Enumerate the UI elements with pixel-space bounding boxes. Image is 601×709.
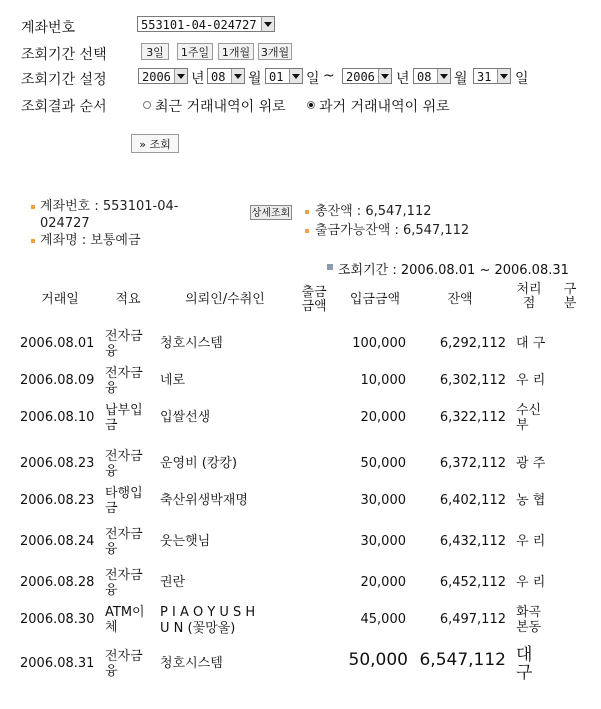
cell-balance: 6,432,112 <box>439 534 506 549</box>
cell-desc-line2: 융 <box>105 583 118 598</box>
cell-party: 네로 <box>160 373 186 388</box>
chevron-down-icon <box>378 69 391 83</box>
day-unit: 일 <box>515 71 529 87</box>
cell-desc-line2: 융 <box>105 381 118 396</box>
header-party: 의뢰인/수취인 <box>185 292 265 307</box>
account-number-line2: 024727 <box>40 216 90 231</box>
cell-deposit: 50,000 <box>360 456 406 471</box>
cell-branch: 대 구 <box>516 336 546 351</box>
period-select-label: 조회기간 선택 <box>21 47 107 63</box>
cell-party-line1: P I A O Y U S H <box>160 605 256 620</box>
header-date: 거래일 <box>41 292 79 307</box>
header-branch-2: 점 <box>522 296 536 311</box>
order-label: 조회결과 순서 <box>21 99 107 115</box>
cell-balance: 6,322,112 <box>439 410 506 425</box>
period-3month-button[interactable]: 3개월 <box>258 43 292 60</box>
account-label: 계좌번호 <box>21 20 76 36</box>
range-tilde: ~ <box>323 68 335 84</box>
header-withdraw-2: 금액 <box>301 299 327 314</box>
header-type-1: 구 <box>563 282 577 297</box>
total-balance: 총잔액 : 6,547,112 <box>315 204 432 219</box>
cell-date: 2006.08.23 <box>20 456 95 471</box>
cell-branch: 우 리 <box>516 373 546 388</box>
order-recent-radio[interactable] <box>143 101 151 109</box>
cell-desc-line2: 융 <box>105 344 118 359</box>
cell-deposit: 20,000 <box>360 575 406 590</box>
cell-branch-line1: 대 <box>516 645 533 665</box>
cell-branch: 광 주 <box>516 456 546 471</box>
order-past-radio[interactable] <box>307 101 315 109</box>
to-year-select[interactable] <box>342 68 392 84</box>
cell-branch: 우 리 <box>516 534 546 549</box>
cell-desc-line2: 금 <box>105 501 118 516</box>
cell-balance: 6,372,112 <box>439 456 506 471</box>
from-day-select[interactable] <box>265 68 303 84</box>
year-unit: 년 <box>396 71 410 87</box>
header-branch-1: 처리 <box>516 282 542 297</box>
period-range: 조회기간 : 2006.08.01 ~ 2006.08.31 <box>338 263 569 278</box>
cell-balance: 6,302,112 <box>439 373 506 388</box>
chevron-down-icon <box>497 69 510 83</box>
cell-deposit: 30,000 <box>360 493 406 508</box>
cell-desc-line1: ATM이 <box>105 605 145 620</box>
from-month-value: 08 <box>211 70 226 84</box>
month-unit: 월 <box>454 71 468 87</box>
cell-branch-line2: 본동 <box>516 620 542 635</box>
cell-deposit: 10,000 <box>360 373 406 388</box>
chevron-down-icon <box>174 69 187 83</box>
query-button[interactable]: » 조회 <box>131 134 179 153</box>
cell-desc-line2: 금 <box>105 418 118 433</box>
cell-party: 청호시스템 <box>160 656 223 671</box>
year-unit: 년 <box>191 71 205 87</box>
account-name: 계좌명 : 보통예금 <box>40 233 141 248</box>
account-number-line1: 계좌번호 : 553101-04- <box>40 199 179 214</box>
available-balance: 출금가능잔액 : 6,547,112 <box>315 223 470 238</box>
cell-branch: 우 리 <box>516 575 546 590</box>
cell-desc-line1: 전자금 <box>105 329 143 344</box>
cell-party: 운영비 (캉캉) <box>160 456 238 471</box>
month-unit: 월 <box>248 71 262 87</box>
chevron-down-icon <box>289 69 302 83</box>
cell-desc-line1: 전자금 <box>105 527 143 542</box>
to-month-value: 08 <box>417 70 432 84</box>
cell-party: 청호시스템 <box>160 336 223 351</box>
detail-button[interactable]: 상세조회 <box>250 205 292 220</box>
from-month-select[interactable] <box>207 68 245 84</box>
cell-balance: 6,547,112 <box>419 650 506 670</box>
cell-party: 입쌀선생 <box>160 410 211 425</box>
cell-desc-line2: 체 <box>105 620 118 635</box>
period-3day-button[interactable]: 3일 <box>141 43 169 60</box>
to-year-value: 2006 <box>346 70 375 84</box>
cell-branch-line2: 부 <box>516 418 529 433</box>
cell-date: 2006.08.30 <box>20 612 95 627</box>
header-deposit: 입금금액 <box>349 292 401 307</box>
cell-date: 2006.08.10 <box>20 410 95 425</box>
cell-desc-line2: 융 <box>105 464 118 479</box>
account-select-value: 553101-04-024727 <box>141 18 257 32</box>
bullet-icon <box>31 239 35 243</box>
cell-balance: 6,292,112 <box>439 336 506 351</box>
cell-deposit: 50,000 <box>348 650 408 670</box>
to-day-value: 31 <box>477 70 492 84</box>
from-year-select[interactable] <box>138 68 188 84</box>
from-year-value: 2006 <box>142 70 171 84</box>
cell-deposit: 20,000 <box>360 410 406 425</box>
cell-desc-line1: 전자금 <box>105 449 143 464</box>
bullet-icon <box>31 205 35 209</box>
period-1month-button[interactable]: 1개월 <box>218 43 254 60</box>
cell-date: 2006.08.23 <box>20 493 95 508</box>
cell-desc-line2: 융 <box>105 542 118 557</box>
cell-party: 권란 <box>160 575 186 590</box>
cell-desc-line1: 전자금 <box>105 568 143 583</box>
cell-date: 2006.08.09 <box>20 373 95 388</box>
cell-deposit: 45,000 <box>360 612 406 627</box>
order-past-label[interactable]: 과거 거래내역이 위로 <box>319 99 450 115</box>
account-select[interactable] <box>137 16 275 32</box>
cell-party-line2: U N (꽃망울) <box>160 621 236 636</box>
cell-desc-line1: 전자금 <box>105 649 143 664</box>
to-month-select[interactable] <box>413 68 451 84</box>
cell-date: 2006.08.28 <box>20 575 95 590</box>
bullet-icon <box>305 210 309 214</box>
header-withdraw-1: 출금 <box>301 285 327 300</box>
cell-desc-line1: 전자금 <box>105 366 143 381</box>
cell-date: 2006.08.31 <box>20 656 95 671</box>
cell-deposit: 30,000 <box>360 534 406 549</box>
header-desc: 적요 <box>115 292 141 307</box>
period-1week-button[interactable]: 1주일 <box>177 43 213 60</box>
cell-branch-line1: 수신 <box>516 403 542 418</box>
bullet-icon <box>305 229 309 233</box>
cell-balance: 6,402,112 <box>439 493 506 508</box>
header-balance: 잔액 <box>447 292 473 307</box>
chevron-down-icon <box>231 69 244 83</box>
chevron-down-icon <box>261 17 274 31</box>
cell-branch-line1: 화곡 <box>516 605 542 620</box>
cell-party: 웃는햇님 <box>160 534 211 549</box>
cell-date: 2006.08.24 <box>20 534 95 549</box>
cell-balance: 6,497,112 <box>439 612 506 627</box>
cell-desc-line2: 융 <box>105 664 118 679</box>
header-type-2: 분 <box>563 296 577 311</box>
period-bullet-icon <box>327 264 333 270</box>
cell-desc-line1: 납부입 <box>105 403 143 418</box>
cell-party: 축산위생박재명 <box>160 493 248 508</box>
cell-branch: 농 협 <box>516 493 546 508</box>
day-unit: 일 <box>306 71 320 87</box>
period-set-label: 조회기간 설정 <box>21 72 107 88</box>
from-day-value: 01 <box>269 70 284 84</box>
cell-branch-line2: 구 <box>516 663 533 683</box>
cell-deposit: 100,000 <box>352 336 406 351</box>
chevron-down-icon <box>437 69 450 83</box>
cell-balance: 6,452,112 <box>439 575 506 590</box>
order-recent-label[interactable]: 최근 거래내역이 위로 <box>155 99 286 115</box>
cell-date: 2006.08.01 <box>20 336 95 351</box>
to-day-select[interactable] <box>473 68 511 84</box>
cell-desc-line1: 타행입 <box>105 486 143 501</box>
